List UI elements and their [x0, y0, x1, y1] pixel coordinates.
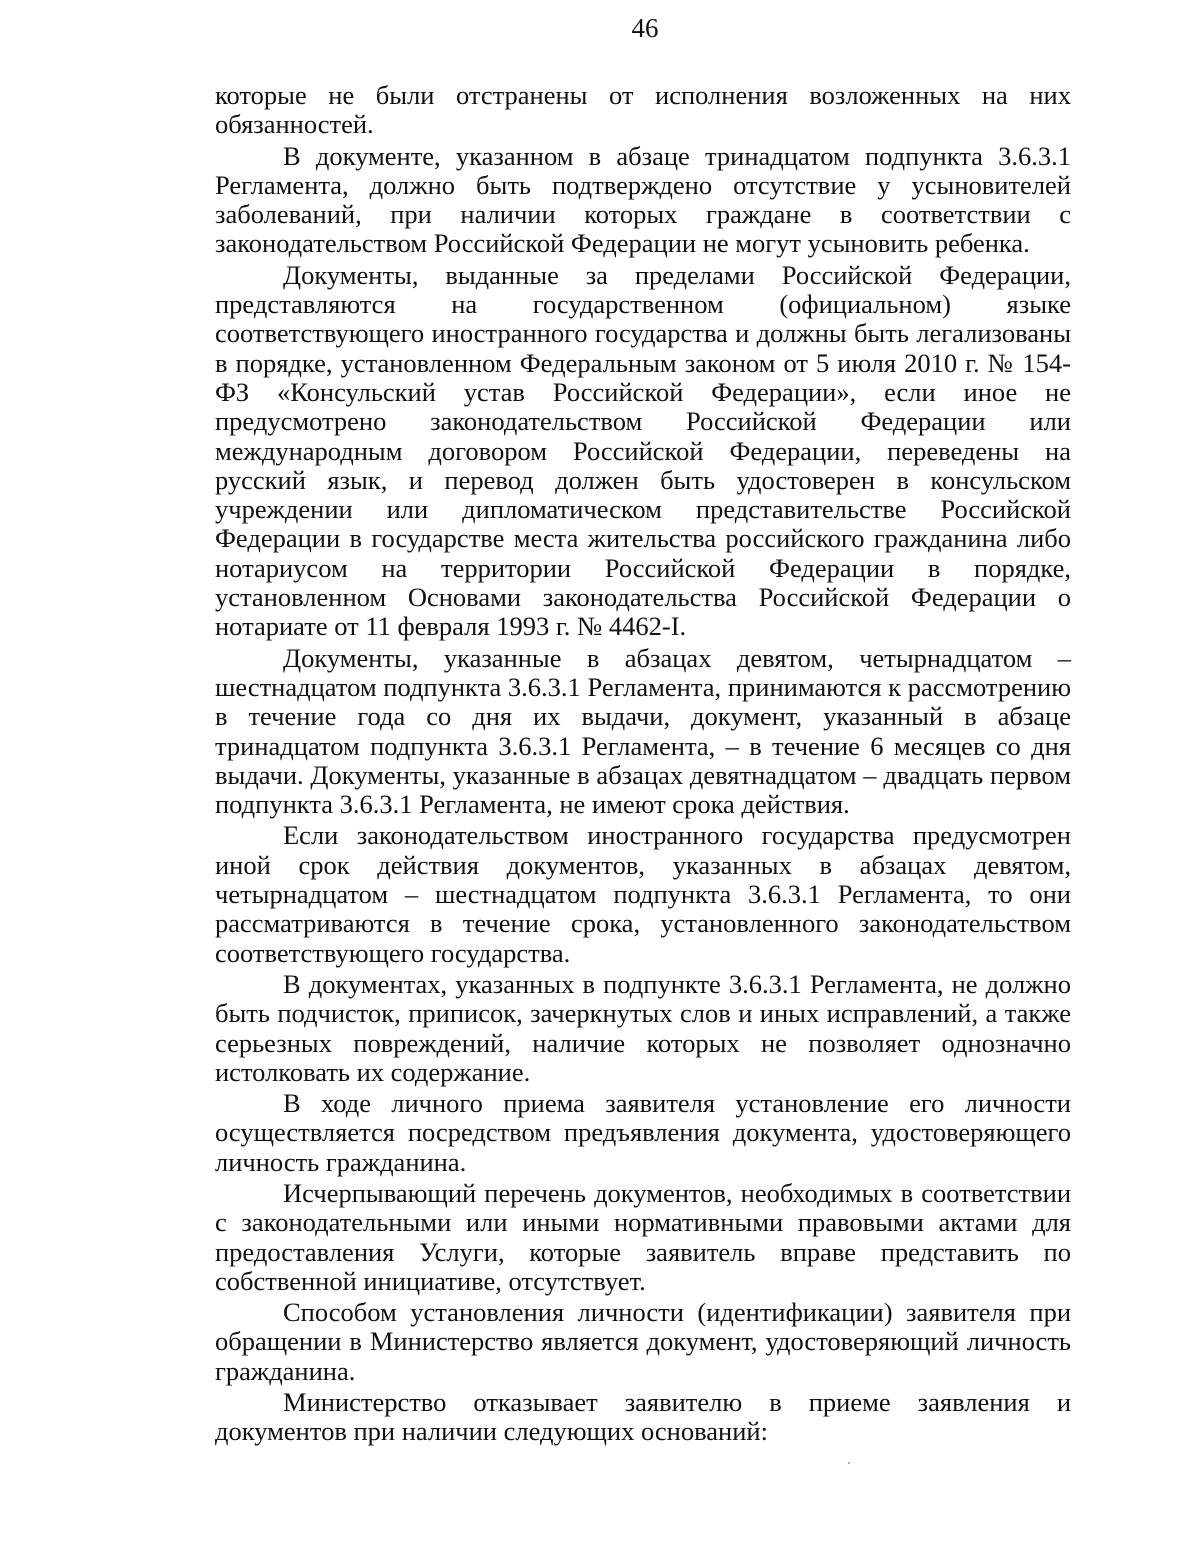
page-number: 46 [631, 13, 659, 43]
scan-speck [848, 1462, 850, 1464]
paragraph-foreign-documents: Документы, выданные за пределами Российской Федерации, представляются на государственном (официальном) языке соответствующего иностранного государства и должны быть легализованы в порядке, установленном Федеральным законом от 5 июля 2010 г. № 154-ФЗ «Консульский устав Российской Федерации», если иное не предусмотрено законодательством Российской Федерации или международным договором Российской Федерации, переведены на русский язык, и перевод должен быть удостоверен в консульском учреждении или дипломатическом представительстве Российской Федерации в государстве места жительства российского гражданина либо нотариусом на территории Российской Федерации в порядке, установленном Основами законодательства Российской Федерации о нотариате от 11 февраля 1993 г. № 4462-I. [215, 259, 1071, 642]
paragraph-validity-periods: Документы, указанные в абзацах девятом, четырнадцатом – шестнадцатом подпункта 3.6.3.1 Регламента, принимаются к рассмотрению в течение года со дня их выдачи, документ, указанный в абзаце тринадцатом подпункта 3.6.3.1 Регламента, – в течение 6 месяцев со дня выдачи. Документы, указанные в абзацах девятнадцатом – двадцать первом подпункта 3.6.3.1 Регламента, не имеют срока действия. [215, 642, 1071, 820]
paragraph-identity-check: В ходе личного приема заявителя установление его личности осуществляется посредством предъявления документа, удостоверяющего личность гражданина. [215, 1088, 1071, 1177]
paragraph-no-corrections: В документах, указанных в подпункте 3.6.3.1 Регламента, не должно быть подчисток, приписок, зачеркнутых слов и иных исправлений, а также серьезных повреждений, наличие которых не позволяет однозначно истолковать их содержание. [215, 968, 1071, 1087]
paragraph-exhaustive-list: Исчерпывающий перечень документов, необходимых в соответствии с законодательными или иными нормативными правовыми актами для предоставления Услуги, которые заявитель вправе представить по собственной инициативе, отсутствует. [215, 1177, 1071, 1296]
paragraph-foreign-validity: Если законодательством иностранного государства предусмотрен иной срок действия документов, указанных в абзацах девятом, четырнадцатом – шестнадцатом подпункта 3.6.3.1 Регламента, то они рассматриваются в течение срока, установленного законодательством соответствующего государства. [215, 820, 1071, 968]
paragraph-identification-method: Способом установления личности (идентификации) заявителя при обращении в Министерство является документ, удостоверяющий личность гражданина. [215, 1297, 1071, 1386]
paragraph-medical-document: В документе, указанном в абзаце тринадцатом подпункта 3.6.3.1 Регламента, должно быть подтверждено отсутствие у усыновителей заболеваний, при наличии которых граждане в соответствии с законодательством Российской Федерации не могут усыновить ребенка. [215, 140, 1071, 259]
paragraph-continuation: которые не были отстранены от исполнения возложенных на них обязанностей. [215, 80, 1071, 140]
document-body [215, 81, 1071, 1449]
paragraph-refusal-grounds: Министерство отказывает заявителю в приеме заявления и документов при наличии следующих оснований: [215, 1387, 1071, 1447]
